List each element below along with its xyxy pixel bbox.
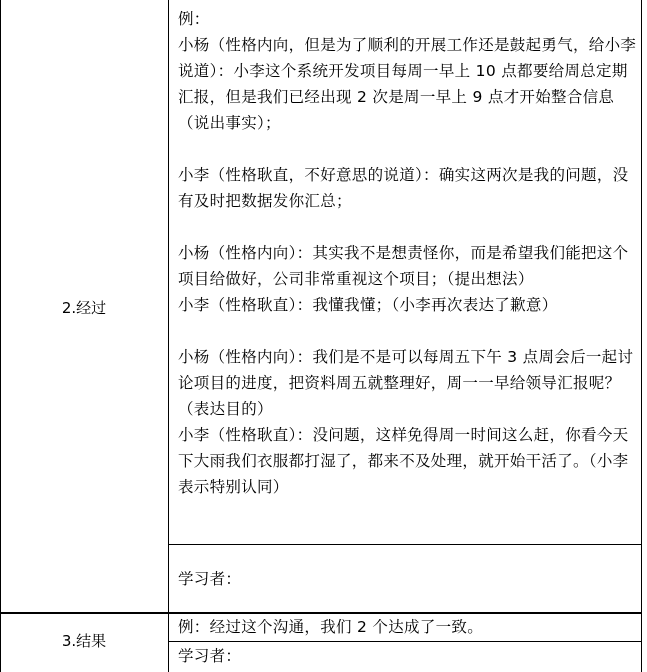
result-learner-label: 学习者：: [178, 647, 242, 665]
row-label-process: 2.经过: [61, 299, 107, 317]
dialogue-line: 小杨（性格内向）：我们是不是可以每周五下午 3 点周会后一起讨论项目的进度，把资料周五就整理好，周一一早给领导汇报呢？（表达目的）: [178, 348, 634, 418]
result-example: 例：经过这个沟通，我们 2 个达成了一致。: [178, 618, 484, 636]
row-label-result: 3.结果: [61, 632, 107, 650]
process-content: [178, 6, 640, 500]
example-prefix: 例：: [178, 10, 210, 28]
blank-line: [178, 214, 640, 240]
dialogue-line: 小杨（性格内向，但是为了顺利的开展工作还是鼓起勇气，给小李说道）：小李这个系统开发项目每周一早上 10 点都要给周总定期汇报，但是我们已经出现 2 次是周一早上 9 点才开始整合信息（说出事实）；: [178, 36, 637, 132]
process-learner-label: 学习者：: [178, 570, 242, 588]
table-column-divider: [168, 0, 169, 672]
dialogue-line: 小李（性格耿直）：没问题，这样免得周一时间这么赶，你看今天下大雨我们衣服都打湿了，都来不及处理，就开始干活了。（小李表示特别认同）: [178, 426, 629, 496]
dialogue-line: 小李（性格耿直，不好意思的说道）：确实这两次是我的问题，没有及时把数据发你汇总；: [178, 166, 629, 210]
row-divider-result-learner: [168, 641, 642, 642]
blank-line: [178, 136, 640, 162]
dialogue-line: 小李（性格耿直）：我懂我懂；（小李再次表达了歉意）: [178, 296, 558, 314]
dialogue-line: 小杨（性格内向）：其实我不是想责怪你，而是希望我们能把这个项目给做好，公司非常重视这个项目；（提出想法）: [178, 244, 629, 288]
table-border-right: [641, 0, 642, 672]
row-divider-learner: [168, 544, 642, 545]
table-border-left: [0, 0, 1, 672]
blank-line: [178, 318, 640, 344]
